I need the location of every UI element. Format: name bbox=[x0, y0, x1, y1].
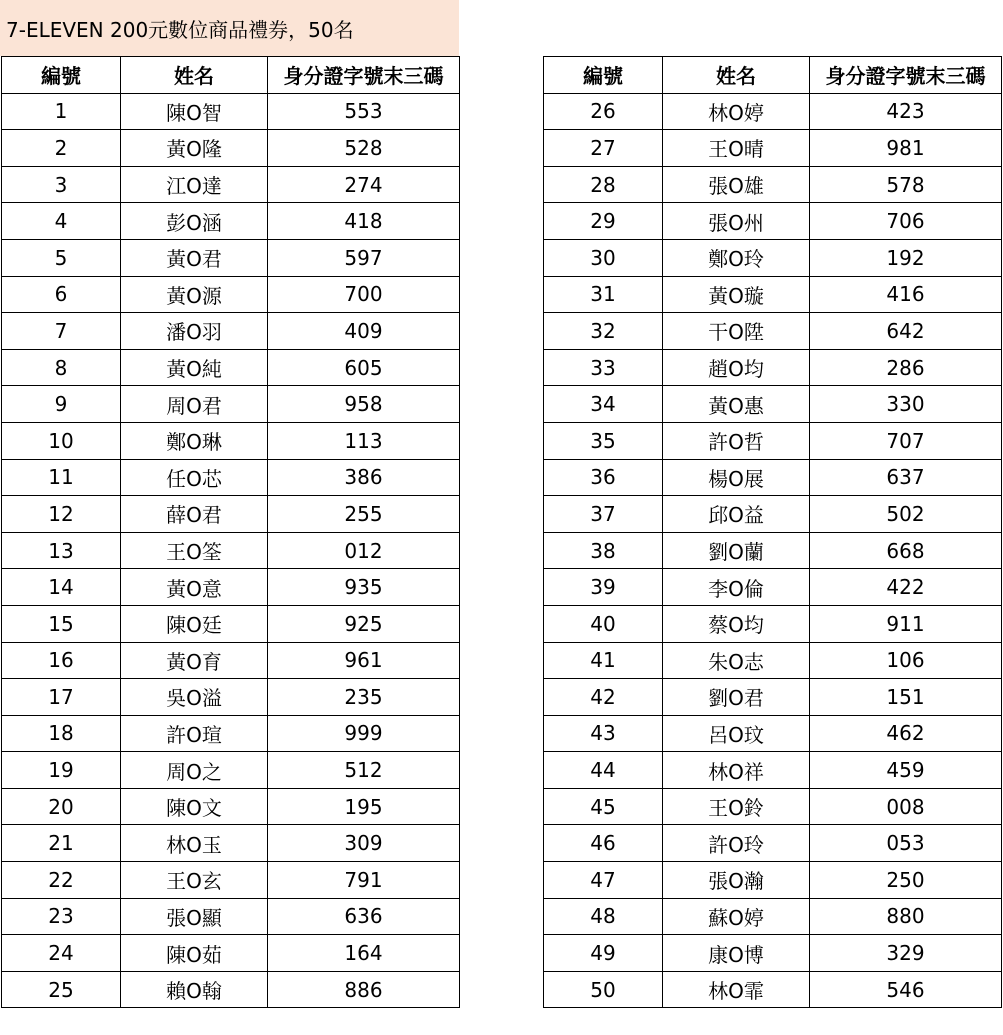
cell-name: 許O玲 bbox=[663, 825, 810, 862]
cell-number: 10 bbox=[2, 422, 121, 459]
cell-number: 39 bbox=[544, 569, 663, 606]
table-row bbox=[544, 898, 1002, 935]
cell-id-last3: 462 bbox=[810, 715, 1002, 752]
cell-name: 黃O源 bbox=[121, 276, 268, 313]
header-name: 姓名 bbox=[663, 57, 810, 94]
cell-id-last3: 935 bbox=[268, 569, 460, 606]
cell-id-last3: 925 bbox=[268, 605, 460, 642]
cell-name: 呂O玟 bbox=[663, 715, 810, 752]
cell-number: 38 bbox=[544, 532, 663, 569]
table-row bbox=[2, 276, 460, 313]
cell-name: 朱O志 bbox=[663, 642, 810, 679]
cell-number: 46 bbox=[544, 825, 663, 862]
cell-name: 趙O均 bbox=[663, 349, 810, 386]
cell-id-last3: 151 bbox=[810, 679, 1002, 716]
cell-number: 11 bbox=[2, 459, 121, 496]
cell-number: 30 bbox=[544, 239, 663, 276]
header-number: 編號 bbox=[2, 57, 121, 94]
cell-id-last3: 286 bbox=[810, 349, 1002, 386]
cell-name: 張O瀚 bbox=[663, 862, 810, 899]
cell-name: 黃O璇 bbox=[663, 276, 810, 313]
cell-id-last3: 546 bbox=[810, 971, 1002, 1008]
cell-number: 2 bbox=[2, 130, 121, 167]
cell-id-last3: 791 bbox=[268, 862, 460, 899]
cell-id-last3: 668 bbox=[810, 532, 1002, 569]
cell-id-last3: 880 bbox=[810, 898, 1002, 935]
table-row bbox=[2, 935, 460, 972]
table-row bbox=[544, 349, 1002, 386]
cell-id-last3: 528 bbox=[268, 130, 460, 167]
table-row bbox=[544, 203, 1002, 240]
cell-number: 22 bbox=[2, 862, 121, 899]
cell-id-last3: 707 bbox=[810, 422, 1002, 459]
cell-number: 14 bbox=[2, 569, 121, 606]
table-row bbox=[544, 313, 1002, 350]
table-row bbox=[544, 93, 1002, 130]
cell-name: 王O筌 bbox=[121, 532, 268, 569]
cell-name: 蘇O婷 bbox=[663, 898, 810, 935]
cell-name: 黃O育 bbox=[121, 642, 268, 679]
cell-name: 張O顯 bbox=[121, 898, 268, 935]
table-row bbox=[544, 422, 1002, 459]
table-row bbox=[544, 935, 1002, 972]
cell-name: 周O君 bbox=[121, 386, 268, 423]
cell-id-last3: 255 bbox=[268, 496, 460, 533]
cell-number: 40 bbox=[544, 605, 663, 642]
cell-id-last3: 999 bbox=[268, 715, 460, 752]
cell-id-last3: 113 bbox=[268, 422, 460, 459]
table-row bbox=[544, 679, 1002, 716]
cell-number: 18 bbox=[2, 715, 121, 752]
cell-name: 林O祥 bbox=[663, 752, 810, 789]
table-row bbox=[2, 862, 460, 899]
table-row bbox=[2, 569, 460, 606]
cell-name: 陳O文 bbox=[121, 788, 268, 825]
cell-number: 1 bbox=[2, 93, 121, 130]
table-row bbox=[2, 422, 460, 459]
cell-id-last3: 961 bbox=[268, 642, 460, 679]
cell-id-last3: 459 bbox=[810, 752, 1002, 789]
table-row bbox=[544, 166, 1002, 203]
cell-id-last3: 164 bbox=[268, 935, 460, 972]
table-row bbox=[2, 898, 460, 935]
table-row bbox=[544, 715, 1002, 752]
cell-name: 任O芯 bbox=[121, 459, 268, 496]
cell-id-last3: 192 bbox=[810, 239, 1002, 276]
cell-id-last3: 911 bbox=[810, 605, 1002, 642]
cell-id-last3: 512 bbox=[268, 752, 460, 789]
cell-id-last3: 700 bbox=[268, 276, 460, 313]
cell-name: 王O鈴 bbox=[663, 788, 810, 825]
cell-number: 9 bbox=[2, 386, 121, 423]
cell-id-last3: 012 bbox=[268, 532, 460, 569]
table-row bbox=[2, 349, 460, 386]
cell-id-last3: 106 bbox=[810, 642, 1002, 679]
cell-number: 36 bbox=[544, 459, 663, 496]
page-title: 7-ELEVEN 200元數位商品禮券，50名 bbox=[0, 0, 459, 56]
table-row bbox=[2, 386, 460, 423]
cell-name: 楊O展 bbox=[663, 459, 810, 496]
cell-number: 17 bbox=[2, 679, 121, 716]
winners-table-left bbox=[1, 56, 460, 1008]
cell-number: 20 bbox=[2, 788, 121, 825]
cell-name: 林O婷 bbox=[663, 93, 810, 130]
cell-id-last3: 637 bbox=[810, 459, 1002, 496]
cell-name: 許O瑄 bbox=[121, 715, 268, 752]
cell-number: 31 bbox=[544, 276, 663, 313]
cell-name: 黃O意 bbox=[121, 569, 268, 606]
cell-id-last3: 418 bbox=[268, 203, 460, 240]
cell-number: 48 bbox=[544, 898, 663, 935]
cell-number: 8 bbox=[2, 349, 121, 386]
table-row bbox=[544, 130, 1002, 167]
cell-name: 蔡O均 bbox=[663, 605, 810, 642]
cell-number: 43 bbox=[544, 715, 663, 752]
cell-name: 鄭O玲 bbox=[663, 239, 810, 276]
cell-number: 37 bbox=[544, 496, 663, 533]
table-row bbox=[2, 605, 460, 642]
cell-id-last3: 642 bbox=[810, 313, 1002, 350]
cell-name: 江O達 bbox=[121, 166, 268, 203]
cell-number: 50 bbox=[544, 971, 663, 1008]
cell-number: 25 bbox=[2, 971, 121, 1008]
cell-name: 王O晴 bbox=[663, 130, 810, 167]
table-row bbox=[2, 313, 460, 350]
cell-name: 黃O隆 bbox=[121, 130, 268, 167]
cell-number: 3 bbox=[2, 166, 121, 203]
header-name: 姓名 bbox=[121, 57, 268, 94]
cell-number: 28 bbox=[544, 166, 663, 203]
cell-id-last3: 706 bbox=[810, 203, 1002, 240]
cell-number: 33 bbox=[544, 349, 663, 386]
cell-name: 邱O益 bbox=[663, 496, 810, 533]
table-row bbox=[544, 862, 1002, 899]
cell-number: 15 bbox=[2, 605, 121, 642]
table-row bbox=[2, 130, 460, 167]
table-row bbox=[544, 239, 1002, 276]
cell-name: 陳O茹 bbox=[121, 935, 268, 972]
cell-name: 黃O惠 bbox=[663, 386, 810, 423]
cell-id-last3: 330 bbox=[810, 386, 1002, 423]
cell-number: 47 bbox=[544, 862, 663, 899]
cell-id-last3: 597 bbox=[268, 239, 460, 276]
cell-id-last3: 553 bbox=[268, 93, 460, 130]
header-number: 編號 bbox=[544, 57, 663, 94]
table-row bbox=[544, 971, 1002, 1008]
cell-id-last3: 958 bbox=[268, 386, 460, 423]
cell-number: 23 bbox=[2, 898, 121, 935]
cell-number: 21 bbox=[2, 825, 121, 862]
table-row bbox=[2, 679, 460, 716]
header-row bbox=[544, 57, 1002, 94]
cell-number: 41 bbox=[544, 642, 663, 679]
cell-name: 彭O涵 bbox=[121, 203, 268, 240]
cell-number: 19 bbox=[2, 752, 121, 789]
cell-name: 吳O溢 bbox=[121, 679, 268, 716]
cell-number: 42 bbox=[544, 679, 663, 716]
cell-id-last3: 416 bbox=[810, 276, 1002, 313]
cell-id-last3: 578 bbox=[810, 166, 1002, 203]
cell-name: 張O州 bbox=[663, 203, 810, 240]
cell-name: 康O博 bbox=[663, 935, 810, 972]
cell-name: 黃O君 bbox=[121, 239, 268, 276]
cell-name: 林O霏 bbox=[663, 971, 810, 1008]
cell-name: 林O玉 bbox=[121, 825, 268, 862]
table-row bbox=[544, 532, 1002, 569]
cell-number: 26 bbox=[544, 93, 663, 130]
header-id-last3: 身分證字號末三碼 bbox=[268, 57, 460, 94]
table-row bbox=[544, 386, 1002, 423]
header-row bbox=[2, 57, 460, 94]
cell-number: 49 bbox=[544, 935, 663, 972]
cell-number: 5 bbox=[2, 239, 121, 276]
cell-id-last3: 329 bbox=[810, 935, 1002, 972]
cell-name: 張O雄 bbox=[663, 166, 810, 203]
cell-number: 4 bbox=[2, 203, 121, 240]
table-row bbox=[544, 496, 1002, 533]
table-row bbox=[544, 276, 1002, 313]
cell-number: 32 bbox=[544, 313, 663, 350]
table-row bbox=[2, 203, 460, 240]
cell-name: 干O陞 bbox=[663, 313, 810, 350]
table-row bbox=[544, 569, 1002, 606]
cell-name: 劉O君 bbox=[663, 679, 810, 716]
cell-name: 許O哲 bbox=[663, 422, 810, 459]
table-row bbox=[544, 642, 1002, 679]
cell-id-last3: 235 bbox=[268, 679, 460, 716]
table-row bbox=[2, 532, 460, 569]
cell-id-last3: 008 bbox=[810, 788, 1002, 825]
table-row bbox=[544, 825, 1002, 862]
cell-number: 44 bbox=[544, 752, 663, 789]
cell-number: 35 bbox=[544, 422, 663, 459]
table-row bbox=[2, 496, 460, 533]
cell-id-last3: 053 bbox=[810, 825, 1002, 862]
table-row bbox=[2, 971, 460, 1008]
table-row bbox=[2, 825, 460, 862]
table-row bbox=[2, 459, 460, 496]
table-row bbox=[2, 752, 460, 789]
table-row bbox=[2, 166, 460, 203]
cell-id-last3: 309 bbox=[268, 825, 460, 862]
cell-id-last3: 386 bbox=[268, 459, 460, 496]
cell-number: 6 bbox=[2, 276, 121, 313]
table-row bbox=[544, 605, 1002, 642]
table-row bbox=[544, 459, 1002, 496]
header-id-last3: 身分證字號末三碼 bbox=[810, 57, 1002, 94]
cell-id-last3: 636 bbox=[268, 898, 460, 935]
cell-id-last3: 981 bbox=[810, 130, 1002, 167]
cell-id-last3: 250 bbox=[810, 862, 1002, 899]
cell-number: 13 bbox=[2, 532, 121, 569]
cell-name: 王O玄 bbox=[121, 862, 268, 899]
cell-number: 29 bbox=[544, 203, 663, 240]
cell-number: 45 bbox=[544, 788, 663, 825]
cell-id-last3: 502 bbox=[810, 496, 1002, 533]
cell-number: 34 bbox=[544, 386, 663, 423]
cell-name: 李O倫 bbox=[663, 569, 810, 606]
table-row bbox=[544, 788, 1002, 825]
table-row bbox=[2, 93, 460, 130]
cell-name: 黃O純 bbox=[121, 349, 268, 386]
winners-table-right bbox=[543, 56, 1002, 1008]
cell-id-last3: 195 bbox=[268, 788, 460, 825]
cell-name: 陳O智 bbox=[121, 93, 268, 130]
cell-name: 賴O翰 bbox=[121, 971, 268, 1008]
cell-name: 劉O蘭 bbox=[663, 532, 810, 569]
cell-name: 周O之 bbox=[121, 752, 268, 789]
cell-id-last3: 274 bbox=[268, 166, 460, 203]
table-row bbox=[2, 642, 460, 679]
cell-name: 潘O羽 bbox=[121, 313, 268, 350]
cell-number: 12 bbox=[2, 496, 121, 533]
cell-id-last3: 423 bbox=[810, 93, 1002, 130]
cell-id-last3: 886 bbox=[268, 971, 460, 1008]
table-row bbox=[2, 715, 460, 752]
cell-name: 薛O君 bbox=[121, 496, 268, 533]
cell-number: 24 bbox=[2, 935, 121, 972]
cell-name: 鄭O琳 bbox=[121, 422, 268, 459]
cell-id-last3: 422 bbox=[810, 569, 1002, 606]
cell-number: 7 bbox=[2, 313, 121, 350]
cell-number: 16 bbox=[2, 642, 121, 679]
cell-number: 27 bbox=[544, 130, 663, 167]
cell-id-last3: 409 bbox=[268, 313, 460, 350]
table-row bbox=[2, 239, 460, 276]
table-row bbox=[2, 788, 460, 825]
cell-id-last3: 605 bbox=[268, 349, 460, 386]
table-row bbox=[544, 752, 1002, 789]
cell-name: 陳O廷 bbox=[121, 605, 268, 642]
